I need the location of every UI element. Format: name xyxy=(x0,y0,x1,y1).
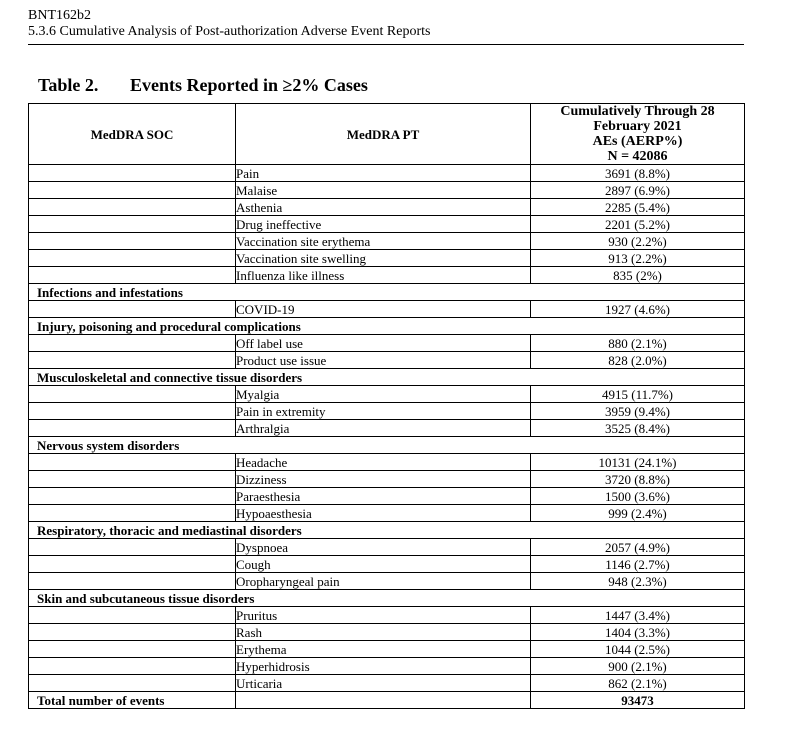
pt-cell: Pain xyxy=(236,165,531,182)
table-row xyxy=(29,675,745,692)
soc-fill-cell xyxy=(236,284,745,301)
total-row xyxy=(29,692,745,709)
table-row xyxy=(29,624,745,641)
value-cell: 2057 (4.9%) xyxy=(531,539,745,556)
table-row xyxy=(29,386,745,403)
soc-label: Respiratory, thoracic and mediastinal disorders xyxy=(37,522,302,538)
table-row xyxy=(29,199,745,216)
value-cell: 3525 (8.4%) xyxy=(531,420,745,437)
soc-cell xyxy=(29,488,236,505)
total-pt-cell xyxy=(236,692,531,709)
soc-label-cell xyxy=(29,522,302,539)
soc-cell xyxy=(29,216,236,233)
pt-cell: Paraesthesia xyxy=(236,488,531,505)
soc-label: Infections and infestations xyxy=(37,284,183,300)
pt-cell: Headache xyxy=(236,454,531,471)
value-cell: 1927 (4.6%) xyxy=(531,301,745,318)
value-cell: 835 (2%) xyxy=(531,267,745,284)
document-header xyxy=(28,8,744,40)
value-cell: 930 (2.2%) xyxy=(531,233,745,250)
pt-cell: Influenza like illness xyxy=(236,267,531,284)
adverse-events-table xyxy=(28,103,745,709)
table-body xyxy=(29,165,745,709)
soc-cell xyxy=(29,641,236,658)
soc-cell xyxy=(29,301,236,318)
soc-cell xyxy=(29,675,236,692)
soc-fill-cell xyxy=(236,522,745,539)
value-cell: 1146 (2.7%) xyxy=(531,556,745,573)
soc-label-cell xyxy=(29,590,255,607)
soc-cell xyxy=(29,420,236,437)
header-cumulative xyxy=(531,104,745,165)
table-row xyxy=(29,335,745,352)
soc-cell xyxy=(29,454,236,471)
soc-cell xyxy=(29,233,236,250)
pt-cell: Dizziness xyxy=(236,471,531,488)
table-row xyxy=(29,641,745,658)
pt-cell: Malaise xyxy=(236,182,531,199)
value-cell: 900 (2.1%) xyxy=(531,658,745,675)
table-row xyxy=(29,250,745,267)
value-cell: 1500 (3.6%) xyxy=(531,488,745,505)
header-cumulative-line4: N = 42086 xyxy=(607,149,668,164)
soc-row xyxy=(29,318,745,335)
soc-cell xyxy=(29,539,236,556)
pt-cell: Urticaria xyxy=(236,675,531,692)
soc-cell xyxy=(29,607,236,624)
table-row xyxy=(29,165,745,182)
value-cell: 913 (2.2%) xyxy=(531,250,745,267)
soc-cell xyxy=(29,250,236,267)
table-row xyxy=(29,403,745,420)
soc-cell xyxy=(29,573,236,590)
soc-cell xyxy=(29,471,236,488)
soc-label: Injury, poisoning and procedural complications xyxy=(37,318,301,334)
value-cell: 880 (2.1%) xyxy=(531,335,745,352)
table-number: Table 2. xyxy=(38,75,99,95)
header-meddra-pt: MedDRA PT xyxy=(236,104,531,165)
soc-cell xyxy=(29,267,236,284)
pt-cell: Myalgia xyxy=(236,386,531,403)
product-name: BNT162b2 xyxy=(28,8,91,23)
header-meddra-soc: MedDRA SOC xyxy=(29,104,236,165)
table-row xyxy=(29,505,745,522)
soc-label-cell xyxy=(29,318,301,335)
value-cell: 10131 (24.1%) xyxy=(531,454,745,471)
soc-cell xyxy=(29,658,236,675)
pt-cell: Erythema xyxy=(236,641,531,658)
soc-label: Nervous system disorders xyxy=(37,437,180,453)
value-cell: 3959 (9.4%) xyxy=(531,403,745,420)
soc-label-cell xyxy=(29,284,236,301)
table-row xyxy=(29,607,745,624)
table-row xyxy=(29,352,745,369)
table-row xyxy=(29,182,745,199)
soc-row xyxy=(29,590,745,607)
value-cell: 2897 (6.9%) xyxy=(531,182,745,199)
pt-cell: Product use issue xyxy=(236,352,531,369)
table-row xyxy=(29,420,745,437)
value-cell: 828 (2.0%) xyxy=(531,352,745,369)
pt-cell: Vaccination site erythema xyxy=(236,233,531,250)
soc-fill-cell xyxy=(236,318,745,335)
value-cell: 3691 (8.8%) xyxy=(531,165,745,182)
total-label: Total number of events xyxy=(29,692,236,709)
header-cumulative-line2: February 2021 xyxy=(593,119,682,134)
soc-cell xyxy=(29,624,236,641)
soc-row xyxy=(29,522,745,539)
soc-cell xyxy=(29,403,236,420)
pt-cell: Oropharyngeal pain xyxy=(236,573,531,590)
total-value: 93473 xyxy=(531,692,745,709)
value-cell: 1447 (3.4%) xyxy=(531,607,745,624)
soc-label: Skin and subcutaneous tissue disorders xyxy=(37,590,255,606)
soc-cell xyxy=(29,199,236,216)
value-cell: 999 (2.4%) xyxy=(531,505,745,522)
table-row xyxy=(29,539,745,556)
value-cell: 862 (2.1%) xyxy=(531,675,745,692)
soc-cell xyxy=(29,556,236,573)
value-cell: 3720 (8.8%) xyxy=(531,471,745,488)
soc-row xyxy=(29,369,745,386)
soc-label-cell xyxy=(29,437,236,454)
value-cell: 1404 (3.3%) xyxy=(531,624,745,641)
soc-row xyxy=(29,284,745,301)
value-cell: 2201 (5.2%) xyxy=(531,216,745,233)
soc-row xyxy=(29,437,745,454)
table-row xyxy=(29,556,745,573)
table-row xyxy=(29,573,745,590)
pt-cell: Pain in extremity xyxy=(236,403,531,420)
pt-cell: Off label use xyxy=(236,335,531,352)
header-cumulative-line3: AEs (AERP%) xyxy=(592,134,683,149)
soc-fill-cell xyxy=(236,437,745,454)
soc-label: Musculoskeletal and connective tissue disorders xyxy=(37,369,303,385)
pt-cell: Drug ineffective xyxy=(236,216,531,233)
soc-cell xyxy=(29,165,236,182)
pt-cell: Hypoaesthesia xyxy=(236,505,531,522)
value-cell: 1044 (2.5%) xyxy=(531,641,745,658)
header-divider xyxy=(28,44,744,45)
table-row xyxy=(29,488,745,505)
table-row xyxy=(29,454,745,471)
pt-cell: Hyperhidrosis xyxy=(236,658,531,675)
value-cell: 2285 (5.4%) xyxy=(531,199,745,216)
pt-cell: Cough xyxy=(236,556,531,573)
soc-cell xyxy=(29,386,236,403)
table-row xyxy=(29,301,745,318)
pt-cell: Asthenia xyxy=(236,199,531,216)
soc-cell xyxy=(29,335,236,352)
soc-fill-cell xyxy=(236,369,745,386)
header-cumulative-line1: Cumulatively Through 28 xyxy=(560,104,715,119)
value-cell: 948 (2.3%) xyxy=(531,573,745,590)
table-row xyxy=(29,233,745,250)
soc-cell xyxy=(29,182,236,199)
table-header-row xyxy=(29,104,745,165)
pt-cell: Dyspnoea xyxy=(236,539,531,556)
value-cell: 4915 (11.7%) xyxy=(531,386,745,403)
table-caption xyxy=(38,75,368,96)
soc-fill-cell xyxy=(236,590,745,607)
pt-cell: Arthralgia xyxy=(236,420,531,437)
table-row xyxy=(29,216,745,233)
soc-cell xyxy=(29,505,236,522)
table-row xyxy=(29,471,745,488)
table-row xyxy=(29,658,745,675)
pt-cell: Rash xyxy=(236,624,531,641)
table-row xyxy=(29,267,745,284)
pt-cell: Pruritus xyxy=(236,607,531,624)
soc-label-cell xyxy=(29,369,303,386)
section-title: 5.3.6 Cumulative Analysis of Post-authorization Adverse Event Reports xyxy=(28,24,431,39)
pt-cell: Vaccination site swelling xyxy=(236,250,531,267)
table-title: Events Reported in ≥2% Cases xyxy=(130,75,368,95)
pt-cell: COVID-19 xyxy=(236,301,531,318)
soc-cell xyxy=(29,352,236,369)
